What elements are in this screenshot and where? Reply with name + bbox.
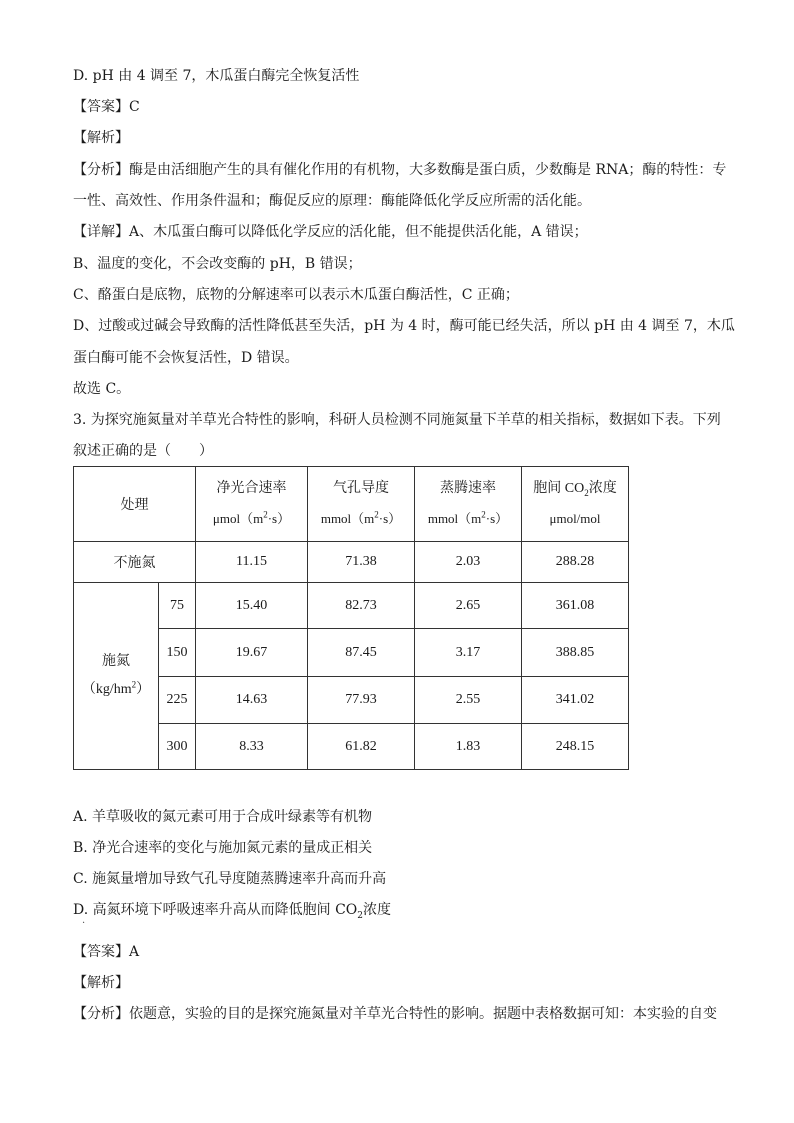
conclusion: 故选 C。 [73,381,131,397]
option-a: A. 羊草吸收的氮元素可用于合成叶绿素等有机物 [73,809,373,825]
answer-label-2: 【答案】A [73,944,140,960]
detail-c: C、酪蛋白是底物，底物的分解速率可以表示木瓜蛋白酶活性，C 正确； [73,287,519,303]
analysis-heading: 【解析】 [73,130,129,146]
detail-a: 【详解】A、木瓜蛋白酶可以降低化学反应的活化能，但不能提供活化能，A 错误； [73,224,588,240]
table-row: 150 19.67 87.45 3.17 388.85 [74,629,629,677]
nitrogen-data-table [73,466,629,770]
table-row: 300 8.33 61.82 1.83 248.15 [74,724,629,770]
option-b: B. 净光合速率的变化与施加氮元素的量成正相关 [73,840,373,856]
nitrogen-group-label: 施氮 $(kg/hm^2)$ [74,583,159,770]
option-d-previous: D. pH 由 4 调至 7，木瓜蛋白酶完全恢复活性 [73,68,360,84]
question-3: 3. 为探究施氮量对羊草光合特性的影响，科研人员检测不同施氮量下羊草的相关指标，数据如下表。下列 [73,412,721,428]
table-row: 225 14.63 77.93 2.55 341.02 [74,677,629,724]
header-intercellular-co2: 胞间 $CO_2$浓度 μmol/mol [522,467,629,542]
analysis-text-2: 【分析】依题意，实验的目的是探究施氮量对羊草光合特性的影响。据题中表格数据可知：本实验的自变 [73,1006,717,1022]
header-transpiration: 蒸腾速率 $mmol(m^2\cdot s)$ [415,467,522,542]
stray-dot: · [82,918,86,929]
table-row: 不施氮 11.15 71.38 2.03 288.28 [74,542,629,583]
detail-d: D、过酸或过碱会导致酶的活性降低甚至失活，pH 为 4 时，酶可能已经失活，所以 pH 由 4 调至 7，木瓜 [73,318,735,334]
table-row: 施氮 $(kg/hm^2)$ 75 15.40 82.73 2.65 361.08 [74,583,629,629]
option-d: D. 高氮环境下呼吸速率升高从而降低胞间 $CO_2$浓度 [73,902,391,921]
question-3-cont: 叙述正确的是（ ） [73,443,213,459]
header-stomatal-conductance: 气孔导度 $mmol(m^2\cdot s)$ [308,467,415,542]
analysis-heading-2: 【解析】 [73,975,129,991]
header-treatment: 处理 [74,467,196,542]
table-header-row [74,467,629,542]
detail-b: B、温度的变化，不会改变酶的 pH，B 错误； [73,256,362,272]
answer-label: 【答案】C [73,99,140,115]
analysis-text-cont: 一性、高效性、作用条件温和；酶促反应的原理：酶能降低化学反应所需的活化能。 [73,193,591,209]
detail-d-cont: 蛋白酶可能不会恢复活性，D 错误。 [73,350,299,366]
option-c: C. 施氮量增加导致气孔导度随蒸腾速率升高而升高 [73,871,387,887]
header-net-photosynthesis: 净光合速率 $\mu mol(m^2\cdot s)$ [196,467,308,542]
analysis-text: 【分析】酶是由活细胞产生的具有催化作用的有机物，大多数酶是蛋白质，少数酶是 RNA；酶的特性：专 [73,162,727,178]
